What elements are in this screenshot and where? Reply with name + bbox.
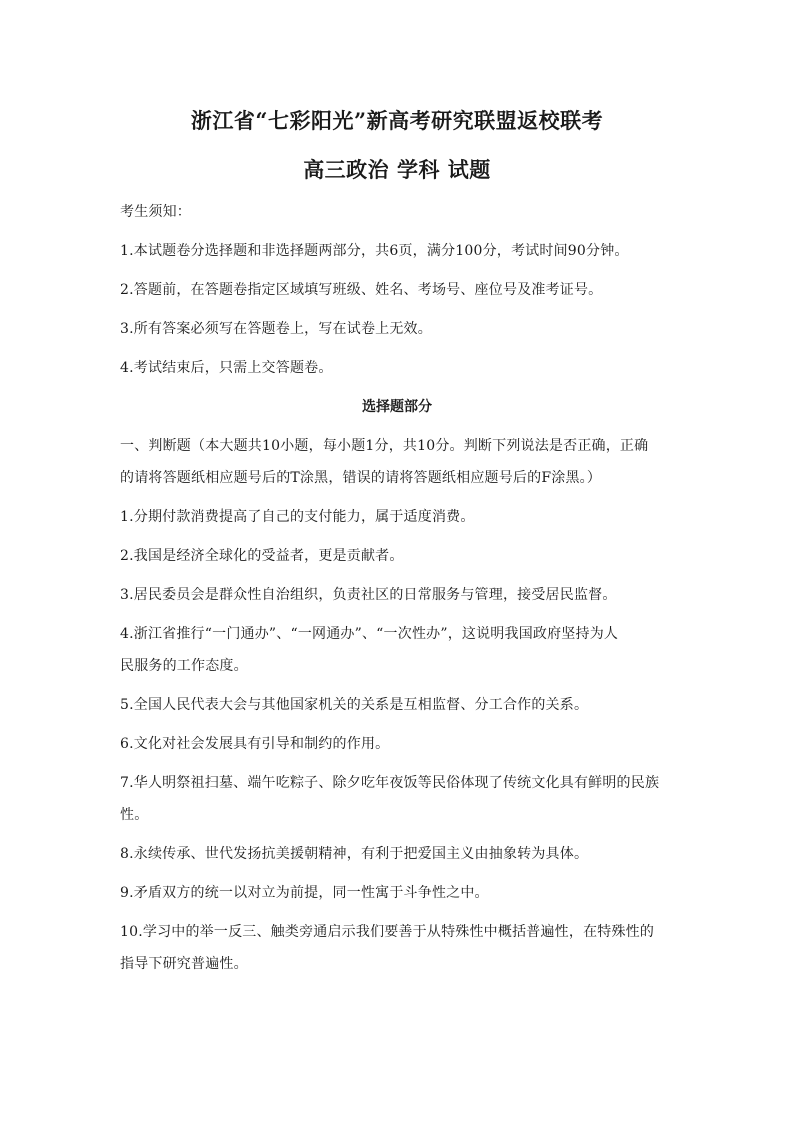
question-4-line-1: 4.浙江省推行“一门通办”、“一网通办”、“一次性办”，这说明我国政府坚持为人: [120, 626, 619, 642]
notice-heading: 考生须知：: [120, 204, 191, 220]
section-instruction-line-2: 的请将答题纸相应题号后的T涂黑，错误的请将答题纸相应题号后的F涂黑。）: [120, 470, 602, 486]
question-4-line-2: 民服务的工作态度。: [120, 658, 248, 674]
question-7-line-1: 7.华人明祭祖扫墓、端午吃粽子、除夕吃年夜饭等民俗体现了传统文化具有鲜明的民族: [120, 775, 660, 791]
notice-item-1: 1.本试题卷分选择题和非选择题两部分，共6页，满分100分，考试时间90分钟。: [120, 243, 629, 259]
question-1: 1.分期付款消费提高了自己的支付能力，属于适度消费。: [120, 509, 475, 525]
notice-item-2: 2.答题前，在答题卷指定区域填写班级、姓名、考场号、座位号及准考证号。: [120, 282, 603, 298]
question-2: 2.我国是经济全球化的受益者，更是贡献者。: [120, 548, 404, 564]
question-5: 5.全国人民代表大会与其他国家机关的关系是互相监督、分工合作的关系。: [120, 697, 589, 713]
section-title: 选择题部分: [362, 399, 432, 415]
question-7-line-2: 性。: [120, 807, 149, 823]
notice-item-4: 4.考试结束后，只需上交答题卷。: [120, 360, 333, 376]
notice-item-3: 3.所有答案必须写在答题卷上，写在试卷上无效。: [120, 321, 432, 337]
question-9: 9.矛盾双方的统一以对立为前提，同一性寓于斗争性之中。: [120, 885, 489, 901]
exam-subtitle: 高三政治 学科 试题: [303, 157, 491, 182]
question-3: 3.居民委员会是群众性自治组织，负责社区的日常服务与管理，接受居民监督。: [120, 587, 617, 603]
question-10-line-2: 指导下研究普遍性。: [120, 956, 248, 972]
question-8: 8.永续传承、世代发扬抗美援朝精神，有利于把爱国主义由抽象转为具体。: [120, 846, 589, 862]
section-instruction-line-1: 一、判断题（本大题共10小题，每小题1分，共10分。判断下列说法是否正确，正确: [120, 438, 649, 454]
exam-title: 浙江省“七彩阳光”新高考研究联盟返校联考: [190, 108, 604, 133]
question-6: 6.文化对社会发展具有引导和制约的作用。: [120, 736, 390, 752]
question-10-line-1: 10.学习中的举一反三、触类旁通启示我们要善于从特殊性中概括普遍性，在特殊性的: [120, 924, 655, 940]
